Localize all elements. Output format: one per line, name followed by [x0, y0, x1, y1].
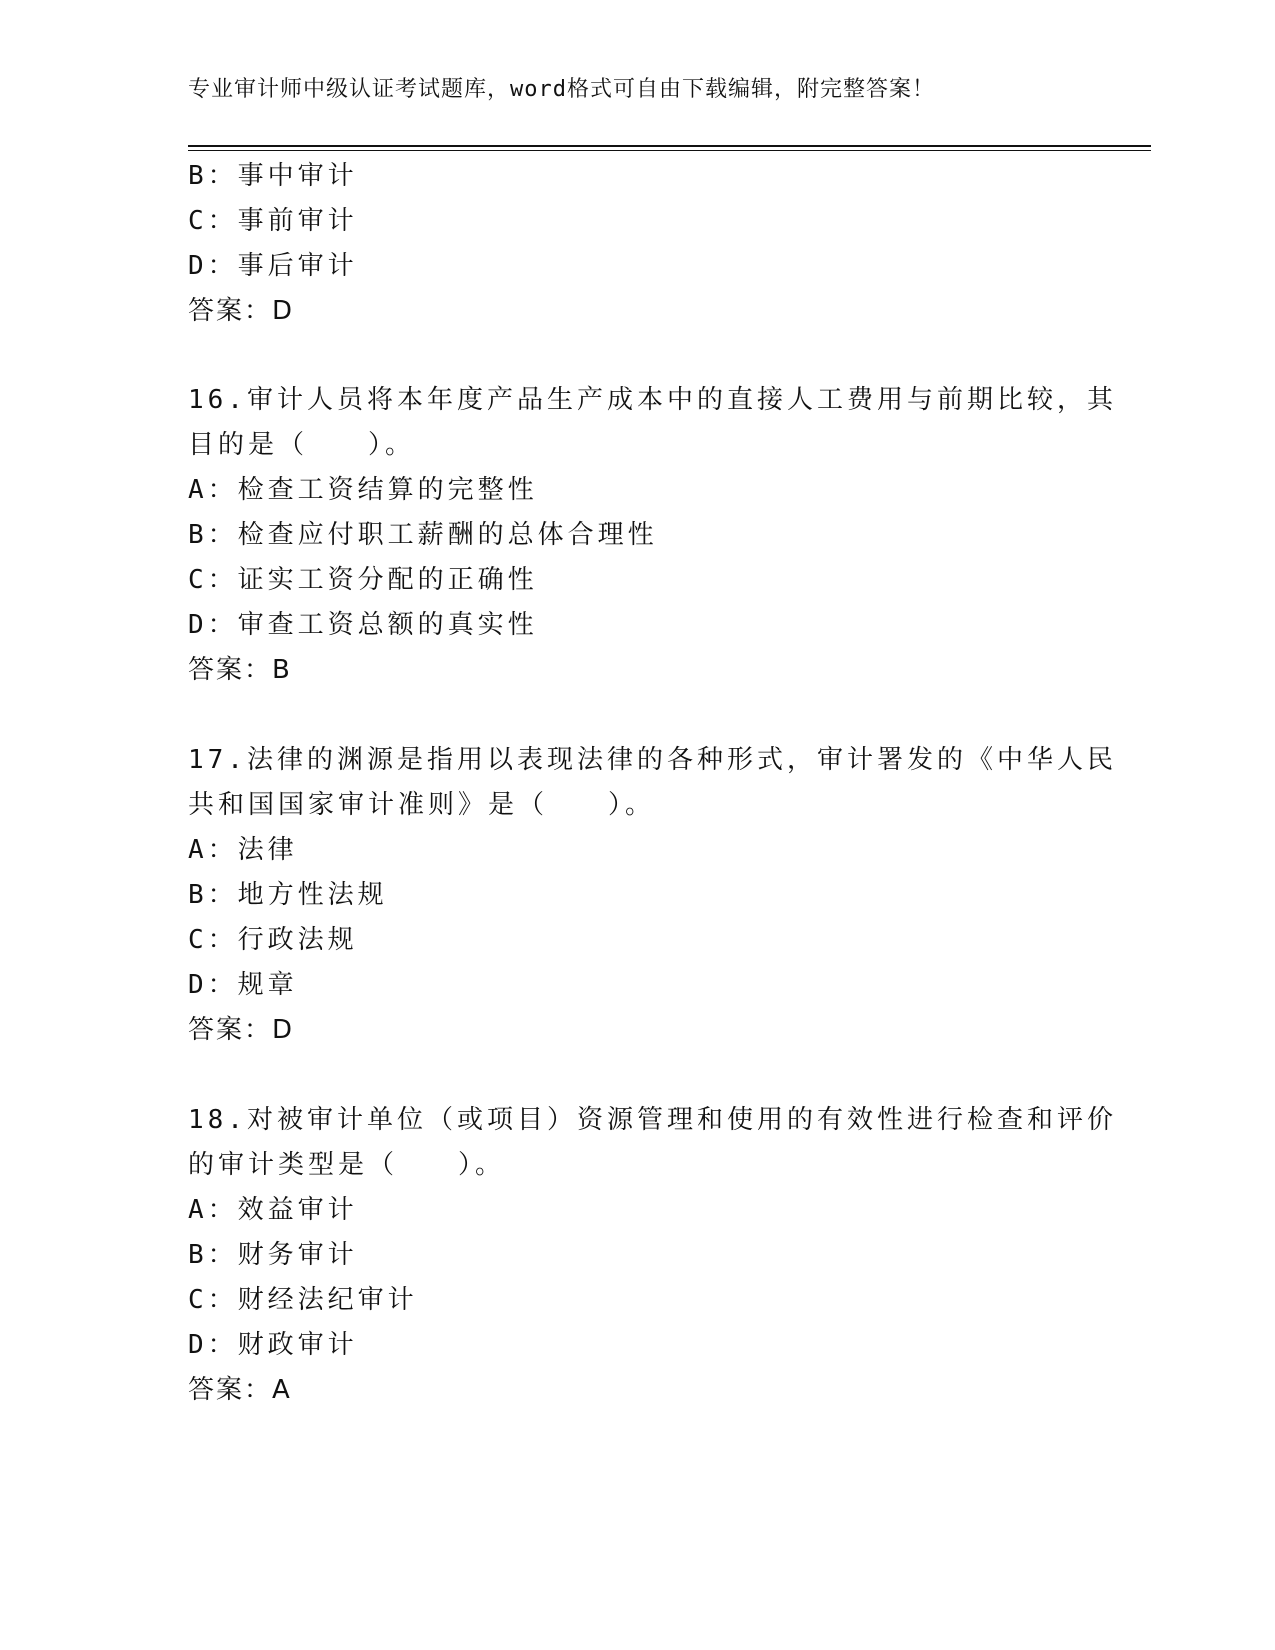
option-d-q17: D：规章 [188, 970, 298, 1000]
answer-q18: 答案：A [188, 1375, 292, 1405]
option-b-q16: B：检查应付职工薪酬的总体合理性 [188, 520, 658, 550]
option-c-q16: C：证实工资分配的正确性 [188, 565, 538, 595]
question-18-line-2: 的审计类型是（ ）。 [188, 1150, 506, 1180]
option-d-q16: D：审查工资总额的真实性 [188, 610, 538, 640]
option-d-q18: D：财政审计 [188, 1330, 358, 1360]
question-17-line-2: 共和国国家审计准则》是（ ）。 [188, 790, 656, 820]
option-c-q17: C：行政法规 [188, 925, 358, 955]
header-rule [188, 145, 1151, 151]
answer-q15: 答案：D [188, 296, 295, 326]
option-b-q17: B：地方性法规 [188, 880, 388, 910]
option-a-q18: A：效益审计 [188, 1195, 358, 1225]
answer-q17: 答案：D [188, 1015, 295, 1045]
option-b-q18: B：财务审计 [188, 1240, 358, 1270]
page-header: 专业审计师中级认证考试题库，word格式可自由下载编辑，附完整答案！ [188, 77, 935, 102]
question-16-line-2: 目的是（ ）。 [188, 430, 416, 460]
question-18-line-1: 18.对被审计单位（或项目）资源管理和使用的有效性进行检查和评价 [188, 1105, 1117, 1135]
question-16-line-1: 16.审计人员将本年度产品生产成本中的直接人工费用与前期比较，其 [188, 385, 1117, 415]
option-a-q16: A：检查工资结算的完整性 [188, 475, 538, 505]
option-a-q17: A：法律 [188, 835, 298, 865]
question-17-line-1: 17.法律的渊源是指用以表现法律的各种形式，审计署发的《中华人民 [188, 745, 1117, 775]
option-c-q15: C：事前审计 [188, 206, 358, 236]
answer-q16: 答案：B [188, 655, 292, 685]
option-c-q18: C：财经法纪审计 [188, 1285, 418, 1315]
option-b-q15: B：事中审计 [188, 161, 358, 191]
option-d-q15: D：事后审计 [188, 251, 358, 281]
